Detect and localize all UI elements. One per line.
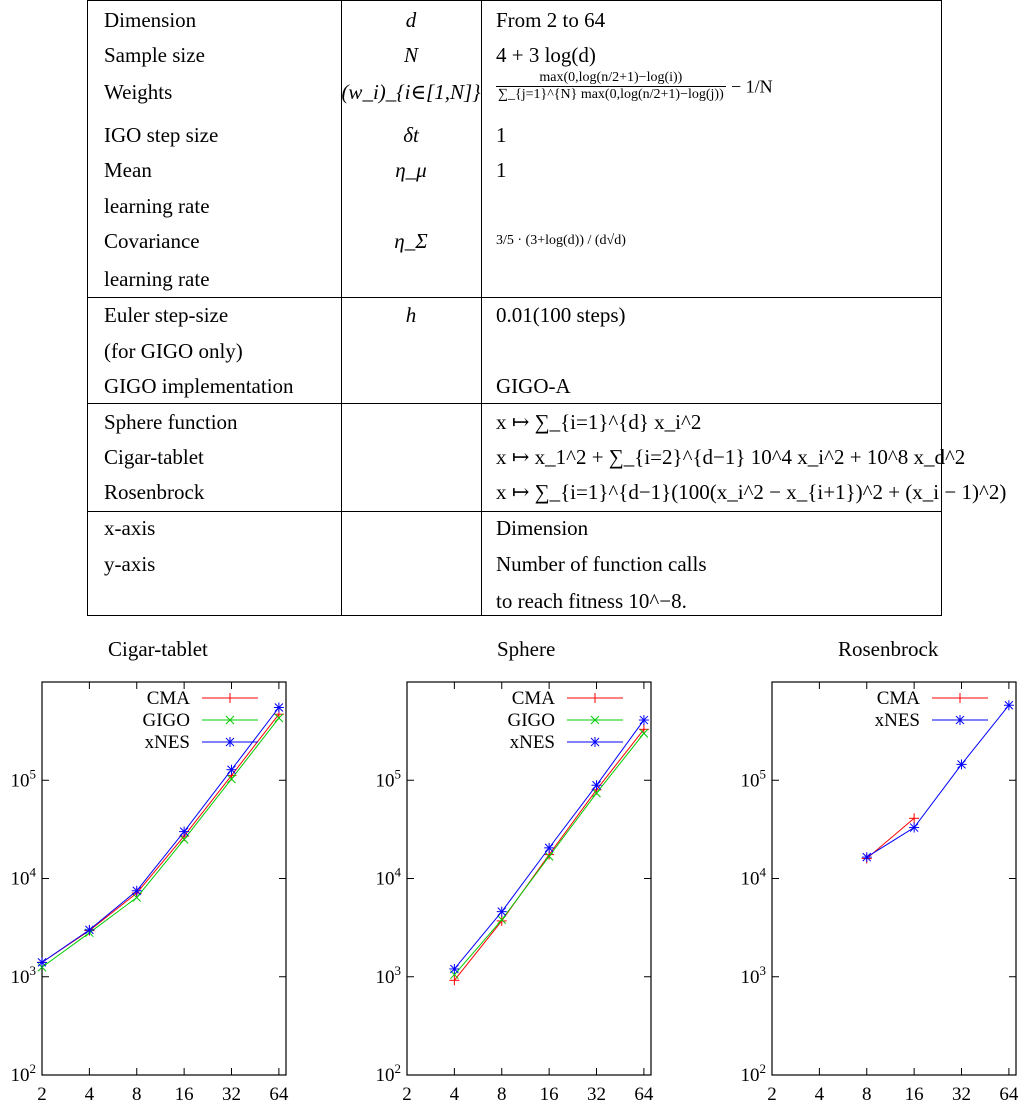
chart-title-sphere: Sphere xyxy=(497,637,556,661)
data-point xyxy=(226,716,234,724)
data-point xyxy=(275,704,283,712)
data-point xyxy=(910,824,918,832)
series-line-cma xyxy=(42,714,279,962)
data-point xyxy=(228,766,236,774)
y-tick-label: $10^3$ xyxy=(10,962,36,988)
legend-label-cma: CMA xyxy=(146,688,190,709)
data-point xyxy=(38,963,46,971)
x-tick-label: 32 xyxy=(587,1084,607,1102)
data-point xyxy=(545,844,553,852)
data-point xyxy=(545,844,553,852)
data-point xyxy=(863,853,871,861)
x-tick-label: 4 xyxy=(814,1084,825,1102)
row-label-euler-2: (for GIGO only) xyxy=(104,339,243,363)
chart-title-cigar: Cigar-tablet xyxy=(108,637,208,661)
x-tick-label: 8 xyxy=(132,1084,142,1102)
data-point xyxy=(593,781,601,789)
row-label-covariance-2: learning rate xyxy=(104,267,210,291)
data-point xyxy=(1005,701,1013,709)
series-line-gigo xyxy=(454,733,644,974)
row-divider xyxy=(88,511,941,512)
x-tick-label: 8 xyxy=(497,1084,507,1102)
y-tick-label: $10^2$ xyxy=(10,1061,36,1086)
y-tick-label: $10^5$ xyxy=(740,766,766,792)
plot-frame xyxy=(42,682,286,1075)
data-point xyxy=(85,926,93,934)
y-tick-label: $10^4$ xyxy=(740,864,766,890)
x-tick-label: 2 xyxy=(767,1084,777,1102)
y-tick-label: $10^2$ xyxy=(375,1061,401,1086)
data-point xyxy=(38,958,46,966)
legend-label-gigo: GIGO xyxy=(507,710,555,731)
row-label-x-axis: x-axis xyxy=(104,516,156,540)
data-point xyxy=(863,853,871,861)
data-point xyxy=(85,926,93,934)
data-point xyxy=(958,760,966,768)
data-point xyxy=(226,738,234,746)
data-point xyxy=(593,789,601,797)
row-label-y-axis: y-axis xyxy=(104,552,156,576)
weights-denominator: ∑_{j=1}^{N} max(0,log(n/2+1)−log(j)) xyxy=(498,87,724,102)
plot-frame xyxy=(407,682,651,1075)
row-label-gigo-impl: GIGO implementation xyxy=(104,374,294,398)
legend-label-xnes: xNES xyxy=(874,710,920,731)
x-tick-label: 2 xyxy=(37,1084,47,1102)
series-line-xnes xyxy=(454,720,644,969)
symbol-d: d xyxy=(405,8,417,32)
data-point xyxy=(180,835,188,843)
data-point xyxy=(38,963,46,971)
data-point xyxy=(228,766,236,774)
series-line-gigo xyxy=(42,718,279,967)
symbol-weights: (w_i)_{i∈[1,N]} xyxy=(341,80,481,104)
data-point xyxy=(591,716,599,724)
data-point xyxy=(956,716,964,724)
symbol-delta-t: δt xyxy=(403,123,419,147)
chart-title-rosenbrock: Rosenbrock xyxy=(838,637,939,661)
data-point xyxy=(450,965,458,973)
x-tick-label: 16 xyxy=(539,1084,559,1102)
symbol-eta-sigma: η_Σ xyxy=(394,229,428,253)
legend-label-gigo: GIGO xyxy=(142,710,190,731)
data-point xyxy=(545,852,553,860)
x-tick-label: 8 xyxy=(862,1084,872,1102)
data-point xyxy=(226,716,234,724)
legend-label-cma: CMA xyxy=(876,688,920,709)
x-tick-label: 4 xyxy=(449,1084,460,1102)
value-rosenbrock: x ↦ ∑_{i=1}^{d−1}(100(x_i^2 − x_{i+1})^2 + (x_i − 1)^2) xyxy=(496,480,1007,504)
data-point xyxy=(958,760,966,768)
row-label-igo-step: IGO step size xyxy=(104,123,219,147)
x-tick-label: 64 xyxy=(269,1084,289,1102)
row-label-weights: Weights xyxy=(104,80,173,104)
row-label-rosenbrock: Rosenbrock xyxy=(104,480,205,504)
series-line-cma xyxy=(454,729,644,980)
series-line-xnes xyxy=(42,708,279,963)
data-point xyxy=(450,965,458,973)
y-tick-label: $10^3$ xyxy=(740,962,766,988)
x-tick-label: 32 xyxy=(952,1084,972,1102)
data-point xyxy=(275,714,283,722)
x-tick-label: 16 xyxy=(904,1084,924,1102)
row-label-mean-2: learning rate xyxy=(104,194,210,218)
value-gigo-impl: GIGO-A xyxy=(496,374,571,398)
data-point xyxy=(593,781,601,789)
parameters-table xyxy=(87,0,1007,616)
y-tick-label: $10^4$ xyxy=(10,864,36,890)
x-tick-label: 32 xyxy=(222,1084,242,1102)
data-point xyxy=(180,828,188,836)
value-sphere: x ↦ ∑_{i=1}^{d} x_i^2 xyxy=(496,410,702,434)
x-tick-label: 2 xyxy=(402,1084,412,1102)
weights-numerator: max(0,log(n/2+1)−log(i)) xyxy=(496,70,726,87)
y-tick-label: $10^5$ xyxy=(10,766,36,792)
x-tick-label: 4 xyxy=(84,1084,95,1102)
data-point xyxy=(498,916,506,924)
data-point xyxy=(591,738,599,746)
data-point xyxy=(591,738,599,746)
column-divider xyxy=(481,1,482,615)
data-point xyxy=(226,738,234,746)
data-point xyxy=(180,828,188,836)
data-point xyxy=(640,729,648,737)
legend-label-xnes: xNES xyxy=(144,732,190,753)
data-point xyxy=(956,716,964,724)
row-divider xyxy=(88,297,941,298)
data-point xyxy=(450,971,458,979)
data-point xyxy=(180,835,188,843)
data-point xyxy=(133,894,141,902)
data-point xyxy=(593,789,601,797)
plot-frame xyxy=(772,682,1016,1075)
value-mean-lr: 1 xyxy=(496,158,507,182)
data-point xyxy=(498,908,506,916)
value-cigar: x ↦ x_1^2 + ∑_{i=2}^{d−1} 10^4 x_i^2 + 10^8 x_d^2 xyxy=(496,445,966,469)
data-point xyxy=(910,824,918,832)
data-point xyxy=(38,958,46,966)
value-igo-step: 1 xyxy=(496,123,507,147)
data-point xyxy=(1005,701,1013,709)
data-point xyxy=(228,775,236,783)
data-point xyxy=(85,929,93,937)
legend-label-cma: CMA xyxy=(511,688,555,709)
symbol-n: N xyxy=(403,43,418,67)
data-point xyxy=(275,704,283,712)
data-point xyxy=(275,714,283,722)
data-point xyxy=(545,852,553,860)
data-point xyxy=(498,908,506,916)
series-line-cma xyxy=(867,818,914,858)
data-point xyxy=(450,971,458,979)
symbol-h: h xyxy=(405,303,417,327)
row-label-covariance: Covariance xyxy=(104,229,200,253)
weights-tail: − 1/N xyxy=(731,76,773,97)
data-point xyxy=(640,716,648,724)
row-label-sample-size: Sample size xyxy=(104,43,205,67)
data-point xyxy=(640,716,648,724)
data-point xyxy=(133,887,141,895)
value-cov-lr: 3/5 · (3+log(d)) / (d√d) xyxy=(496,233,626,248)
row-label-sphere: Sphere function xyxy=(104,410,238,434)
y-tick-label: $10^3$ xyxy=(375,962,401,988)
weights-fraction xyxy=(496,70,726,103)
symbol-eta-mu: η_μ xyxy=(395,158,427,182)
value-y-axis: Number of function calls xyxy=(496,552,707,576)
data-point xyxy=(133,887,141,895)
data-point xyxy=(228,775,236,783)
data-point xyxy=(133,894,141,902)
y-tick-label: $10^5$ xyxy=(375,766,401,792)
data-point xyxy=(85,929,93,937)
legend-label-xnes: xNES xyxy=(509,732,555,753)
row-label-cigar: Cigar-tablet xyxy=(104,445,204,469)
data-point xyxy=(640,729,648,737)
x-tick-label: 16 xyxy=(174,1084,194,1102)
value-sample-size: 4 + 3 log(d) xyxy=(496,43,596,67)
series-line-xnes xyxy=(867,705,1009,857)
row-label-euler: Euler step-size xyxy=(104,303,229,327)
data-point xyxy=(498,916,506,924)
value-dimension: From 2 to 64 xyxy=(496,8,606,32)
value-y-axis-2: to reach fitness 10^−8. xyxy=(496,589,687,613)
value-x-axis: Dimension xyxy=(496,516,589,540)
row-divider xyxy=(88,403,941,404)
value-weights xyxy=(496,70,773,103)
x-tick-label: 64 xyxy=(634,1084,654,1102)
row-label-mean: Mean xyxy=(104,158,152,182)
x-tick-label: 64 xyxy=(999,1084,1019,1102)
data-point xyxy=(591,716,599,724)
y-tick-label: $10^2$ xyxy=(740,1061,766,1086)
value-euler: 0.01(100 steps) xyxy=(496,303,626,327)
row-label-dimension: Dimension xyxy=(104,8,197,32)
y-tick-label: $10^4$ xyxy=(375,864,401,890)
